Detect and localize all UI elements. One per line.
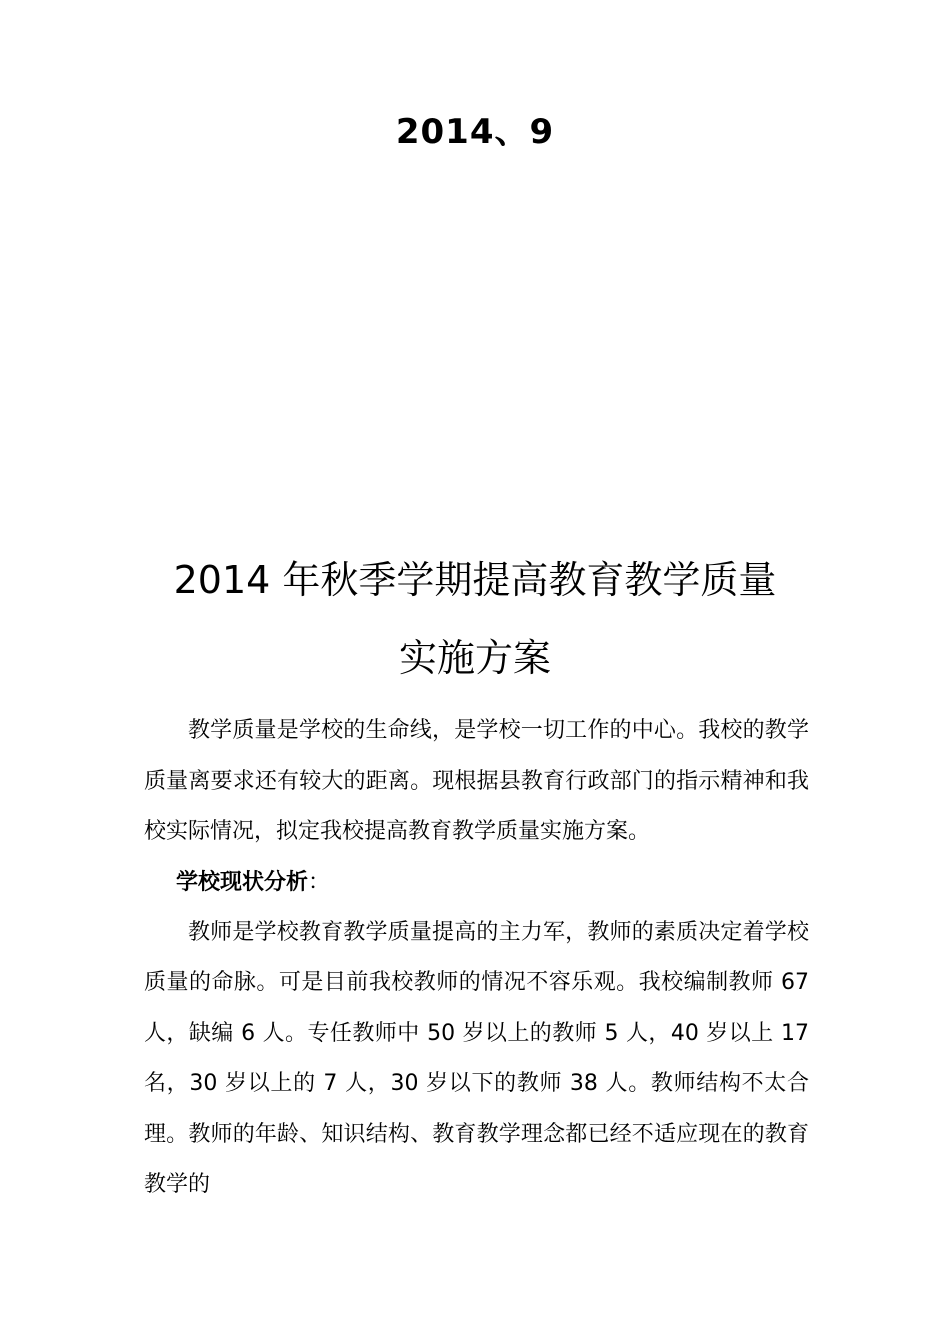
section-heading: [144, 858, 809, 908]
date-heading: 2014、9: [395, 112, 555, 152]
section-heading-colon: ：: [308, 869, 331, 895]
section-heading-text: 学校现状分析: [176, 869, 309, 895]
title-line-1: 2014 年秋季学期提高教育教学质量: [173, 558, 777, 602]
section-paragraph: 教师是学校教育教学质量提高的主力军，教师的素质决定着学校质量的命脉。可是目前我校教师的情况不容乐观。我校编制教师 67 人，缺编 6 人。专任教师中 50 岁以上的教师 5 人，40 岁以上 17 名，30 岁以上的 7 人，30 岁以下的教师 38 人。教师结构不太合理。教师的年龄、知识结构、教育教学理念都已经不适应现在的教育教学的: [144, 919, 809, 1197]
intro-paragraph: 教学质量是学校的生命线，是学校一切工作的中心。我校的教学质量离要求还有较大的距离。现根据县教育行政部门的指示精神和我校实际情况，拟定我校提高教育教学质量实施方案。: [144, 718, 809, 844]
document-title: [0, 548, 950, 690]
title-line-2: 实施方案: [398, 636, 551, 680]
document-body: [144, 706, 809, 1211]
